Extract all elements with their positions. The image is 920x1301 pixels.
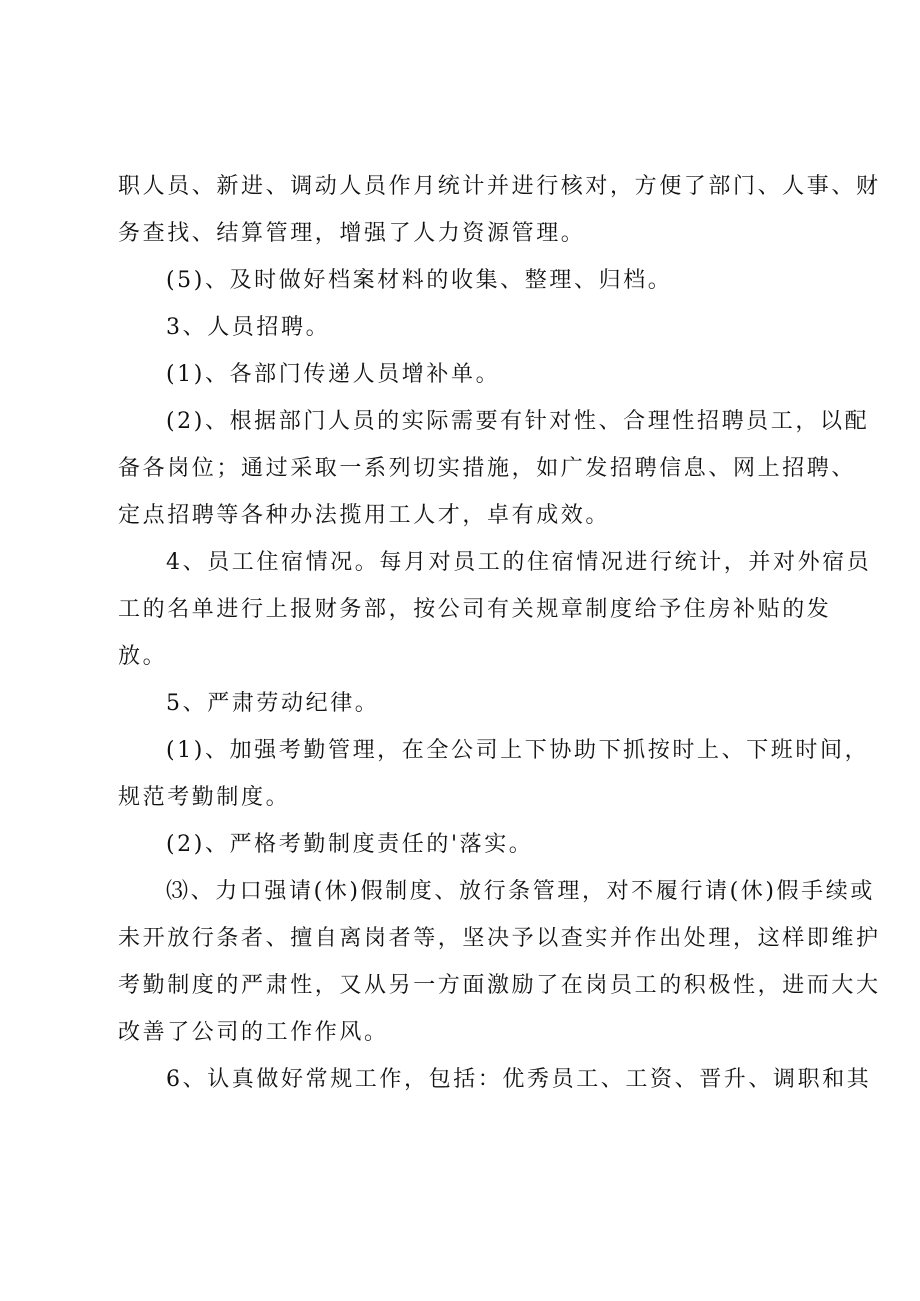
paragraph-7 xyxy=(118,680,830,727)
paragraph-11 xyxy=(118,1056,872,1103)
section-heading: 6、认真做好常规工作，包括：优秀员工、工资、晋升、调职和其 xyxy=(166,1067,872,1092)
paragraph-3 xyxy=(118,304,830,351)
document-body xyxy=(118,163,881,1103)
paragraph-9 xyxy=(118,821,830,868)
text-line: 定点招聘等各种办法揽用工人才，卓有成效。 xyxy=(118,503,611,528)
paragraph-10 xyxy=(118,868,881,1056)
paragraph-6 xyxy=(118,539,872,680)
text-line: 职人员、新进、调动人员作月统计并进行核对，方便了部门、人事、财 xyxy=(118,174,881,199)
text-line: (1)、各部门传递人员增补单。 xyxy=(166,362,501,387)
text-line: 放。 xyxy=(118,644,168,669)
text-line: ⑶、力口强请(休)假制度、放行条管理，对不履行请(休)假手续或 xyxy=(166,879,875,904)
section-heading: 4、员工住宿情况。每月对员工的住宿情况进行统计，并对外宿员 xyxy=(166,550,872,575)
text-line: 考勤制度的严肃性，又从另一方面激励了在岗员工的积极性，进而大大 xyxy=(118,973,881,998)
paragraph-5 xyxy=(118,398,870,539)
text-line: 备各岗位；通过采取一系列切实措施，如广发招聘信息、网上招聘、 xyxy=(118,456,857,481)
text-line: 工的名单进行上报财务部，按公司有关规章制度给予住房补贴的发 xyxy=(118,597,832,622)
section-heading: 5、严肃劳动纪律。 xyxy=(166,691,380,716)
text-line: (1)、加强考勤管理，在全公司上下协助下抓按时上、下班时间， xyxy=(166,738,870,763)
paragraph-1 xyxy=(118,163,881,257)
text-line: 规范考勤制度。 xyxy=(118,785,291,810)
text-line: (2)、根据部门人员的实际需要有针对性、合理性招聘员工，以配 xyxy=(166,409,870,434)
text-line: 务查找、结算管理，增强了人力资源管理。 xyxy=(118,221,586,246)
text-line: 改善了公司的工作作风。 xyxy=(118,1020,389,1045)
paragraph-2 xyxy=(118,257,830,304)
paragraph-8 xyxy=(118,727,870,821)
section-heading: 3、人员招聘。 xyxy=(166,315,331,340)
paragraph-4 xyxy=(118,351,830,398)
text-line: 未开放行条者、擅自离岗者等，坚决予以查实并作出处理，这样即维护 xyxy=(118,926,881,951)
text-line: (5)、及时做好档案材料的收集、整理、归档。 xyxy=(166,268,673,293)
text-line: (2)、严格考勤制度责任的'落实。 xyxy=(166,832,534,857)
